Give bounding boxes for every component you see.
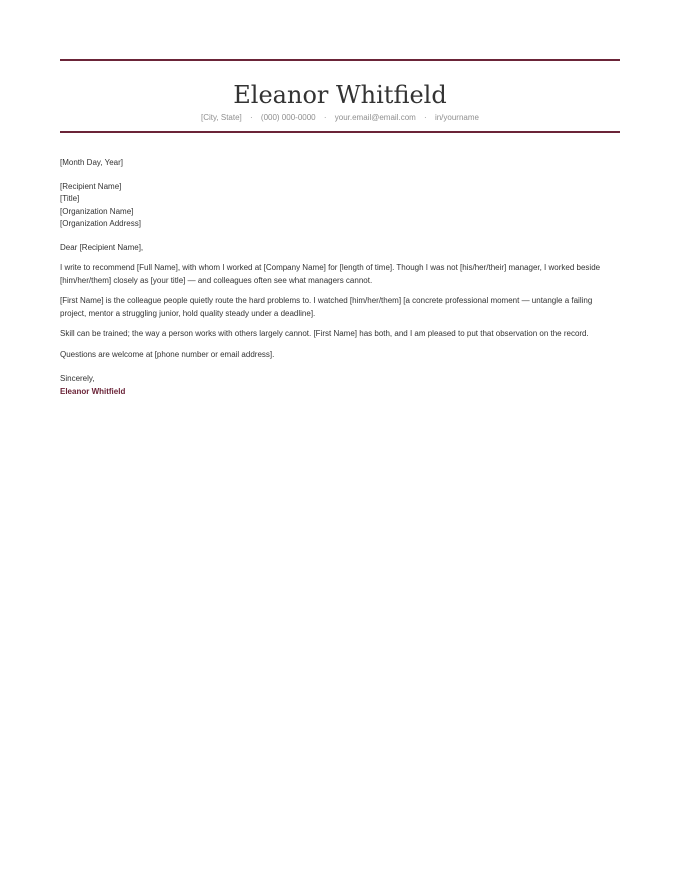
- closing: Sincerely,: [60, 374, 95, 383]
- contact-email: your.email@email.com: [334, 113, 416, 122]
- body-paragraph-2: [First Name] is the colleague people quietly route the hard problems to. I watched [him/her/them] [a concrete professional moment — untangle a failing project, mentor a struggling junior, hold quality steady under a deadline].: [60, 296, 593, 318]
- recipient-name: [Recipient Name]: [60, 181, 122, 191]
- contact-linkedin: in/yourname: [434, 113, 479, 122]
- contact-separator: ·: [323, 113, 327, 122]
- body-paragraph-4: Questions are welcome at [phone number or email address].: [60, 349, 275, 359]
- body-paragraph-3: Skill can be trained; the way a person works with others largely cannot. [First Name] has both, and I am pleased to put that observation on the record.: [60, 329, 589, 338]
- contact-separator: ·: [424, 113, 427, 122]
- recipient-organization: [Organization Name]: [60, 206, 134, 216]
- contact-line: [60, 112, 620, 124]
- letter-date: [Month Day, Year]: [60, 158, 123, 167]
- recipient-block: [60, 181, 620, 231]
- recipient-title: [Title]: [60, 194, 80, 203]
- signature: Eleanor Whitfield: [60, 386, 126, 396]
- salutation: Dear [Recipient Name],: [60, 242, 144, 252]
- header-bottom-rule: [60, 131, 620, 133]
- header-top-rule: [60, 59, 620, 61]
- contact-separator: ·: [250, 113, 253, 122]
- contact-location: [City, State]: [201, 113, 242, 122]
- contact-phone: (000) 000-0000: [260, 113, 316, 122]
- body-paragraph-1: I write to recommend [Full Name], with whom I worked at [Company Name] for [length of time]. Though I was not [his/her/their] manager, I worked beside [him/her/them] closely as [your title] — and colleagues often see what managers cannot.: [60, 263, 601, 285]
- recipient-address: [Organization Address]: [60, 219, 141, 228]
- author-name: Eleanor Whitfield: [233, 81, 447, 109]
- letter-body: [60, 157, 620, 398]
